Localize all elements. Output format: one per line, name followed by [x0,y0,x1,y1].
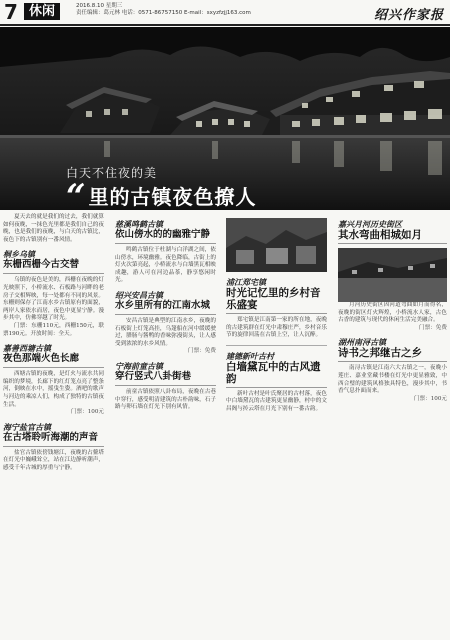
masthead-logo: 绍兴作家报 [373,8,444,23]
section-body: 乌镇的夜色是美的，西栅在夜晚的灯光映照下，小桥流水、石板路与河畔的老房子交相辉映，每一处都有不同的风景。东栅则保存了江南水乡古镇原有的面貌，两岸人家依水而居，夜色中更显宁静。漫步其中，仿佛穿越了时光。 [3,277,104,322]
section-body: 盐官古镇依傍钱塘江，夜晚的占鳌塔在灯光中巍峨耸立，站在江边静听潮声，感受千年古城的厚重与宁静。 [3,449,104,471]
section-body: 新叶古村是叶氏聚居的古村落，夜色中白墙黛瓦的古建筑更显幽静，村中的文昌阁与抟云塔在月光下别有一番古韵。 [226,390,327,412]
lead-paragraph: 夏天去的就是我们的过去，我们就算如何夜晚，一抹色光里都是我们自己的夜晚，也是我们的夜晚，与白天的古镇比，夜色下的古镇别有一番风情。 [3,214,104,243]
section-info: 门票：100元 [413,395,447,402]
hero-title-text: 里的古镇夜色撩人 [88,185,257,209]
section-label: 休闲 [24,3,60,20]
header-meta [76,3,251,17]
page-header [0,0,450,26]
section-kicker: 嘉善西塘古镇 [3,343,51,354]
village-photo [226,218,327,272]
section-body: 安昌古镇是典型的江南水乡，夜晚的石板街上灯笼高挂，乌篷船在河中缓缓驶过，腊肠与酱鸭的香味弥漫街头，让人感受到浓浓的水乡风情。 [115,317,216,347]
section-title: 穿行竖式八卦街巷 [115,371,216,386]
column-3 [226,214,327,414]
header-editor: 责任编辑：葛元林 电话：0571-86757150 E-mail：sxyzfzjj163.com [76,10,251,16]
section-title: 时光记忆里的乡村音乐盛宴 [226,287,327,314]
hero-title [66,177,257,210]
moon-river-photo [338,248,447,302]
section-kicker: 湖州南浔古镇 [338,337,386,348]
section-kicker: 绍兴安昌古镇 [115,289,163,300]
section-title: 东栅西栅今古交替 [3,259,104,274]
section-body: 西塘古镇的夜晚，是灯火与流水共同编织的梦境，长廊下的红灯笼点亮了整条河，倒映在水中，摇曳生姿。酒吧的歌声与河边的乘凉人们，构成了独特的古镇夜生活。 [3,371,104,408]
section-info: 门票：东栅110元，西栅150元，联票190元。开放时间：全天。 [3,322,104,337]
section-kicker: 嘉兴月河历史街区 [338,219,402,229]
section-kicker: 建德新叶古村 [226,350,274,361]
section-body: 月河历史街区因河道弯曲如月而得名，夜晚的街区灯火辉煌，小桥流水人家，古色古香的建筑与现代的休闲生活完美融合。 [338,302,447,324]
section-info: 门票：100元 [70,409,104,416]
section-info: 门票：免费 [188,348,216,355]
section-title: 诗书之邦继古之乡 [338,347,447,362]
section-body: 南浔古镇是江南六大古镇之一，夜晚小莲庄、嘉业堂藏书楼在灯光中更显雅致，中西合璧的建筑风格独具特色，漫步其中，书香气息扑面而来。 [338,365,447,395]
section-kicker: 浦江郑宅镇 [226,277,266,287]
section-title: 白墙黛瓦中的古风遗韵 [226,361,327,388]
hero-photo [0,27,450,210]
divider [226,345,327,346]
hero-subtitle: 白天不住夜的美 [66,166,158,180]
section-kicker: 慈溪鸣鹤古镇 [115,219,163,229]
section-title: 在古塔聆听海潮的声音 [3,432,104,447]
section-title: 其水弯曲相城如月 [338,229,447,244]
column-1 [3,214,104,472]
section-kicker: 宁海前童古镇 [115,360,163,371]
header-date: 2016.8.10 星期三 [76,3,123,9]
section-info: 门票：免费 [419,324,447,331]
section-kicker: 桐乡乌镇 [3,249,35,260]
page-number: 7 [4,0,18,24]
section-body: 鸣鹤古镇位于杜湖与白洋湖之间，依山傍水，环境幽雅。夜色降临，古街上的灯火次第亮起，小桥流水与白墙黑瓦相映成趣，游人可在河边品茶，静享悠闲时光。 [115,247,216,284]
section-body: 前童古镇依照八卦布局，夜晚在古巷中穿行，感受明清建筑的古朴韵味，石子路与卵石墙在灯光下别有风情。 [115,388,216,411]
column-4 [338,214,447,403]
column-2 [115,214,216,412]
section-title: 依山傍水的的幽雅宁静 [115,229,216,244]
hero-quote-mark: “ [66,177,87,210]
section-kicker: 海宁盐官古镇 [3,421,51,432]
section-title: 水乡里所有的江南水城 [115,300,216,315]
section-body: 郑宅镇是江南第一家的所在地，夜晚的古建筑群在灯光中肃穆庄严，乡村音乐节的旋律回荡在古镇上空，让人沉醉。 [226,317,327,339]
section-title: 夜色那端火色长廊 [3,353,104,368]
